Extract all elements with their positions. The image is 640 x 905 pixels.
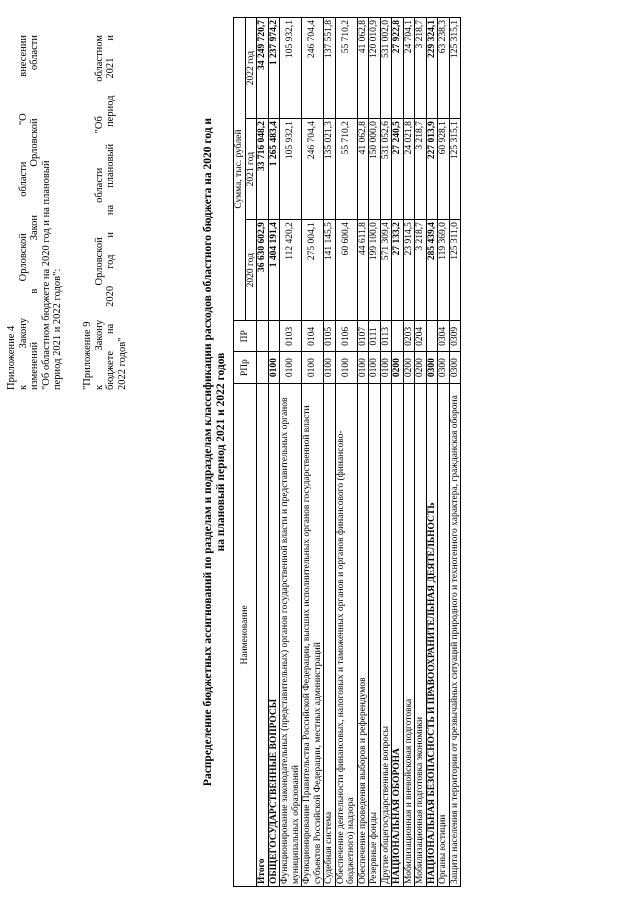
row-value-2020: 112 420,2	[280, 220, 302, 321]
row-pr: 0203	[403, 321, 415, 352]
row-value-2020: 125 311,0	[449, 220, 461, 321]
row-rpr: 0300	[426, 352, 438, 383]
row-rpr: 0100	[369, 352, 381, 383]
row-value-2020: 141 145,5	[324, 220, 336, 321]
row-value-2022: 27 922,8	[392, 18, 404, 119]
row-value-2022: 105 932,1	[280, 18, 302, 119]
table-row	[449, 18, 461, 887]
row-pr: 0204	[415, 321, 427, 352]
row-value-2022: 41 062,8	[357, 18, 369, 119]
row-value-2021: 60 928,1	[438, 119, 450, 220]
row-value-2020: 1 404 191,4	[268, 220, 280, 321]
row-rpr: 0300	[449, 352, 461, 383]
table-row	[415, 18, 427, 887]
row-name: Мобилизационная и вневойсковая подготовка	[403, 383, 415, 886]
row-value-2022: 63 238,3	[438, 18, 450, 119]
row-name: Органы юстиции	[438, 383, 450, 886]
appendix-9-line: 2022 годов"	[116, 337, 128, 390]
row-pr: 0106	[335, 321, 357, 352]
row-name: Защита населения и территории от чрезвычайных ситуаций природного и техногенного характера, гражданская оборона	[449, 383, 461, 886]
row-value-2020: 285 439,4	[426, 220, 438, 321]
row-value-2021: 55 710,2	[335, 119, 357, 220]
header-pr: ПР	[234, 321, 257, 352]
row-value-2021: 41 062,8	[357, 119, 369, 220]
table-row	[257, 18, 269, 887]
table-row	[268, 18, 280, 887]
appendix-4-line: период 2021 и 2022 годов":	[52, 268, 63, 390]
row-name: Другие общегосударственные вопросы	[380, 383, 392, 886]
row-pr: 0309	[449, 321, 461, 352]
row-value-2021: 531 052,6	[380, 119, 392, 220]
row-value-2021: 150 000,0	[369, 119, 381, 220]
row-pr: 0111	[369, 321, 381, 352]
header-rpr: РПр	[234, 352, 257, 383]
row-value-2021: 246 704,4	[302, 119, 324, 220]
row-value-2022: 3 218,7	[415, 18, 427, 119]
appendix-4-block	[6, 35, 64, 390]
appendix-9-line: бюджете на 2020 год и на плановый период 2021 и	[105, 35, 116, 390]
row-rpr: 0200	[415, 352, 427, 383]
document-title	[202, 17, 228, 887]
row-rpr: 0100	[357, 352, 369, 383]
table-row	[403, 18, 415, 887]
row-value-2020: 44 611,8	[357, 220, 369, 321]
row-value-2022: 1 237 974,2	[268, 18, 280, 119]
table-header-row	[234, 18, 246, 887]
row-rpr	[257, 352, 269, 383]
row-value-2021: 3 218,7	[415, 119, 427, 220]
header-year-2021: 2021 год	[245, 119, 257, 220]
row-rpr: 0200	[392, 352, 404, 383]
appendix-4-title: Приложение 4	[6, 325, 17, 390]
row-name: Обеспечение проведения выборов и референдумов	[357, 383, 369, 886]
row-value-2021: 24 021,8	[403, 119, 415, 220]
row-rpr: 0100	[335, 352, 357, 383]
row-name: НАЦИОНАЛЬНАЯ ОБОРОНА	[392, 383, 404, 886]
row-name: ОБЩЕГОСУДАРСТВЕННЫЕ ВОПРОСЫ	[268, 383, 280, 886]
row-value-2020: 571 309,4	[380, 220, 392, 321]
row-pr: 0304	[438, 321, 450, 352]
table-row	[380, 18, 392, 887]
row-rpr: 0200	[403, 352, 415, 383]
title-line: Распределение бюджетных ассигнований по разделам и подразделам классификации расходов областного бюджета на 2020 год и	[202, 117, 214, 787]
row-name: Обеспечение деятельности финансовых, налоговых и таможенных органов и органов финансового (финансово-бюджетного) надзора	[335, 383, 357, 886]
row-name: Резервные фонды	[369, 383, 381, 886]
row-pr: 0104	[302, 321, 324, 352]
header-name: Наименование	[234, 383, 257, 886]
row-value-2020: 23 914,5	[403, 220, 415, 321]
header-sum: Сумма, тыс. рублей	[234, 18, 246, 321]
table-row	[324, 18, 336, 887]
row-pr	[268, 321, 280, 352]
table-row	[280, 18, 302, 887]
appendix-9-block	[82, 35, 128, 390]
row-name: НАЦИОНАЛЬНАЯ БЕЗОПАСНОСТЬ И ПРАВООХРАНИТЕЛЬНАЯ ДЕЯТЕЛЬНОСТЬ	[426, 383, 438, 886]
row-rpr: 0100	[380, 352, 392, 383]
row-value-2021: 105 932,1	[280, 119, 302, 220]
row-value-2020: 60 600,4	[335, 220, 357, 321]
row-value-2020: 36 630 602,9	[257, 220, 269, 321]
row-rpr: 0100	[280, 352, 302, 383]
appendix-4-line: "Об областном бюджете на 2020 год и на плановый	[40, 160, 52, 390]
row-value-2020: 199 100,0	[369, 220, 381, 321]
row-pr: 0103	[280, 321, 302, 352]
row-value-2021: 33 716 048,2	[257, 119, 269, 220]
row-rpr: 0100	[302, 352, 324, 383]
header-year-2022: 2022 год	[245, 18, 257, 119]
row-value-2022: 125 315,1	[449, 18, 461, 119]
row-value-2022: 55 710,2	[335, 18, 357, 119]
row-value-2021: 27 240,5	[392, 119, 404, 220]
row-value-2022: 120 010,9	[369, 18, 381, 119]
table-row	[357, 18, 369, 887]
row-pr	[392, 321, 404, 352]
row-value-2020: 3 218,7	[415, 220, 427, 321]
table-row	[335, 18, 357, 887]
row-value-2020: 275 004,1	[302, 220, 324, 321]
table-row	[369, 18, 381, 887]
row-pr: 0105	[324, 321, 336, 352]
row-rpr: 0100	[324, 352, 336, 383]
header-year-2020: 2020 год	[245, 220, 257, 321]
row-value-2022: 229 324,1	[426, 18, 438, 119]
row-rpr: 0100	[268, 352, 280, 383]
row-value-2021: 125 315,1	[449, 119, 461, 220]
appendix-4-line: к Закону Орловской области "О внесении	[17, 35, 29, 390]
row-value-2022: 246 704,4	[302, 18, 324, 119]
row-pr	[257, 321, 269, 352]
row-value-2020: 27 133,2	[392, 220, 404, 321]
table-row	[392, 18, 404, 887]
row-name: Судебная система	[324, 383, 336, 886]
title-line: на плановый период 2021 и 2022 годов	[215, 352, 227, 552]
row-name: Функционирование законодательных (представительных) органов государственной власти и представительных органов муниципальных образований	[280, 383, 302, 886]
row-pr: 0107	[357, 321, 369, 352]
table-row	[438, 18, 450, 887]
row-value-2022: 531 002,0	[380, 18, 392, 119]
row-value-2022: 24 704,1	[403, 18, 415, 119]
appendix-9-title: "Приложение 9	[82, 321, 93, 390]
row-pr: 0113	[380, 321, 392, 352]
row-value-2022: 137 551,8	[324, 18, 336, 119]
row-name: Мобилизационная подготовка экономики	[415, 383, 427, 886]
budget-table	[233, 17, 461, 887]
row-name: Итого	[257, 383, 269, 886]
appendix-9-line: к Закону Орловской области "Об областном	[93, 35, 105, 390]
row-name: Функционирование Правительства Российской Федерации, высших исполнительных органов государственной власти субъектов Российской Федерации, местных администраций	[302, 383, 324, 886]
row-value-2021: 1 265 483,4	[268, 119, 280, 220]
row-value-2021: 135 021,3	[324, 119, 336, 220]
table-row	[302, 18, 324, 887]
appendix-4-line: изменений в Закон Орловской области	[29, 35, 40, 390]
row-value-2021: 227 013,9	[426, 119, 438, 220]
row-value-2022: 34 249 720,7	[257, 18, 269, 119]
row-pr	[426, 321, 438, 352]
row-value-2020: 119 369,0	[438, 220, 450, 321]
row-rpr: 0300	[438, 352, 450, 383]
table-row	[426, 18, 438, 887]
